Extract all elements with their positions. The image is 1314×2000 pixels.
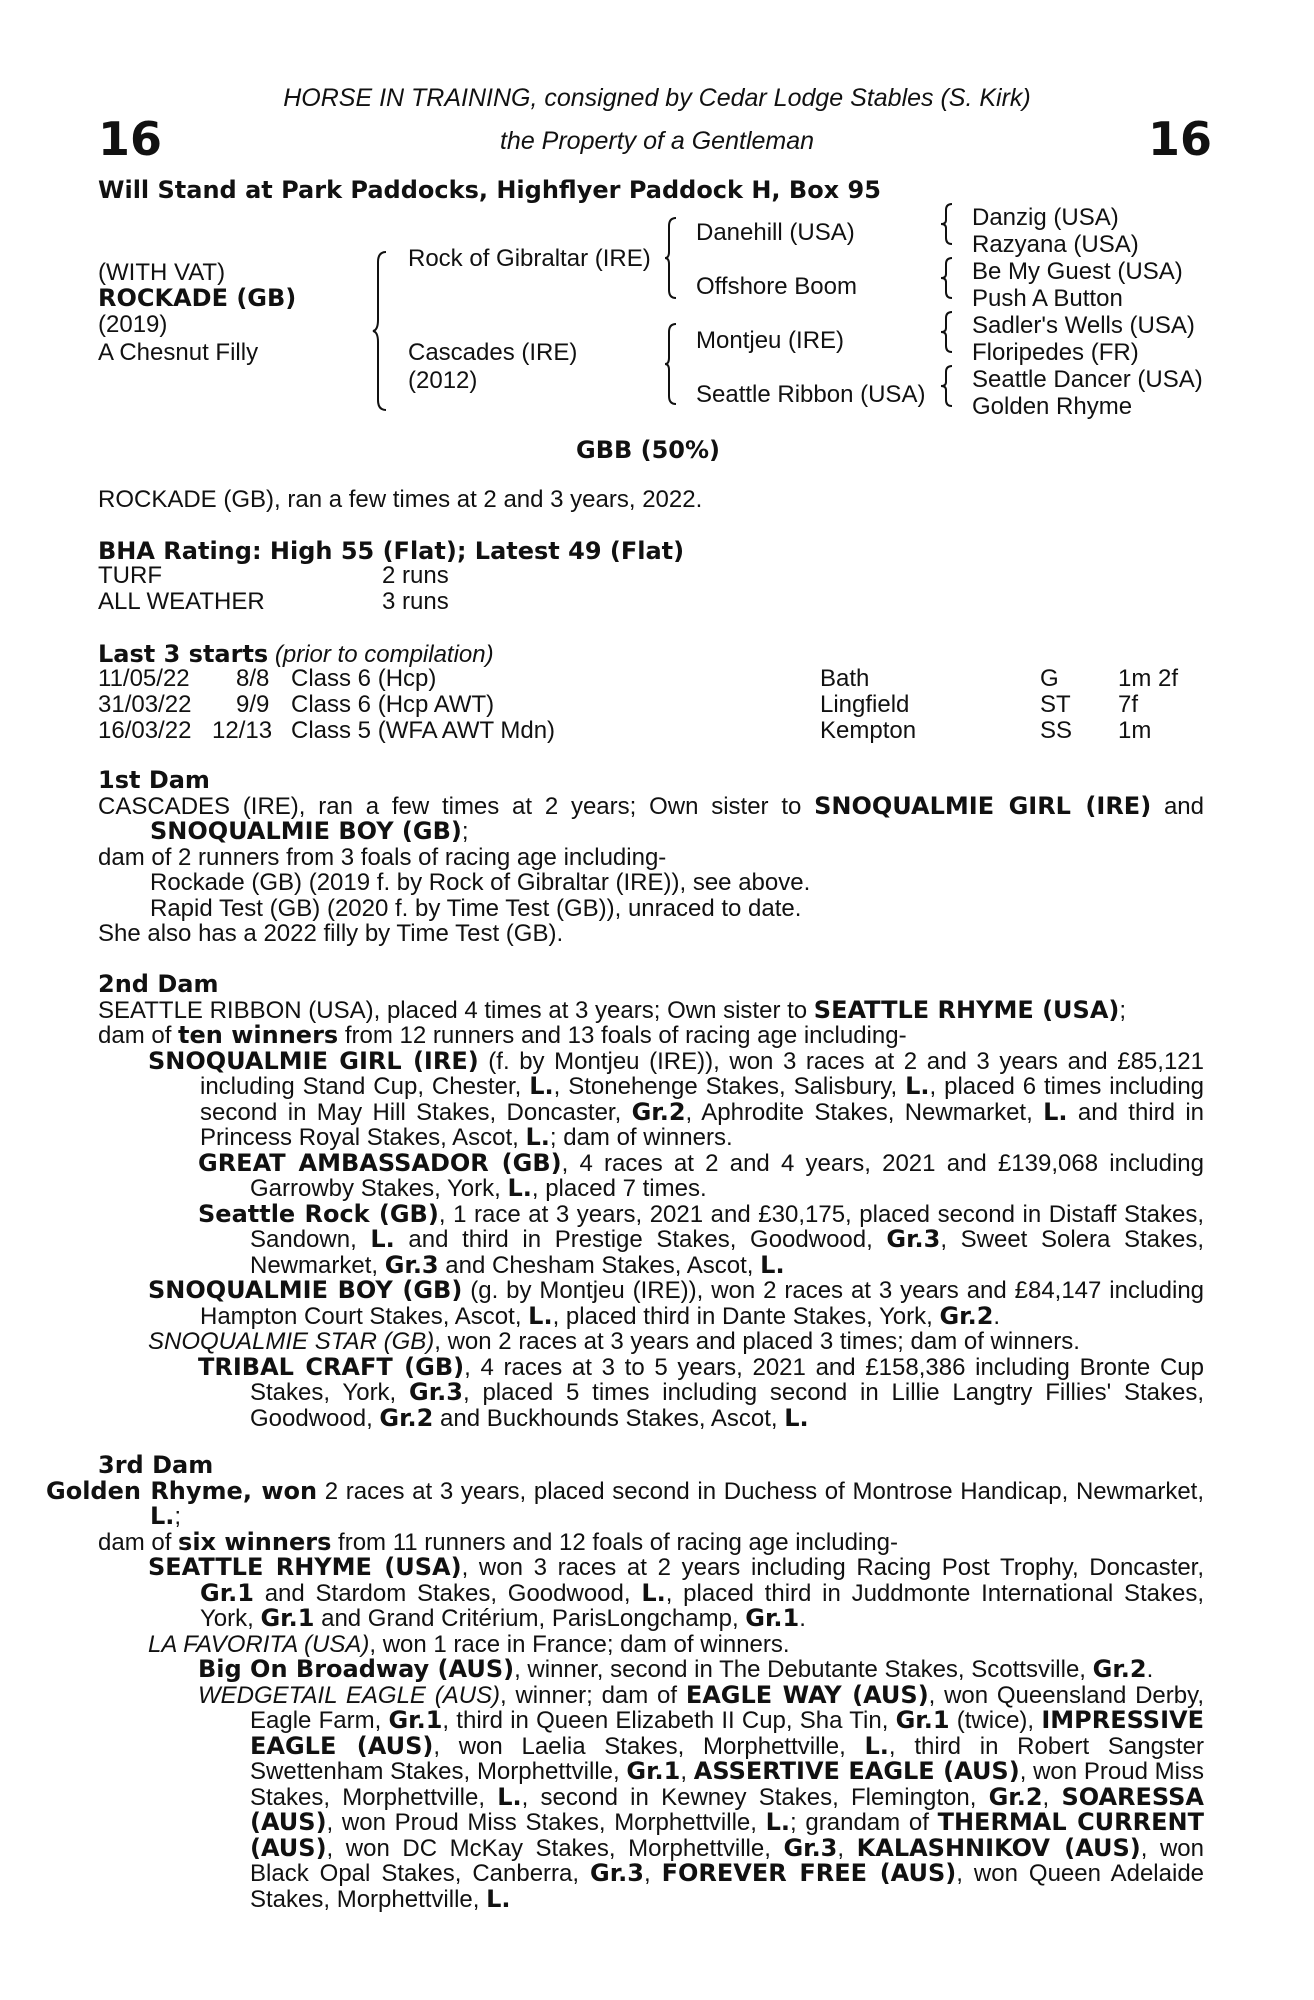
pedigree-dds: Seattle Dancer (USA) [972,366,1203,393]
text: , placed 6 times including second in May Hill Stakes, Doncaster, [200,1073,1205,1126]
grade-label: Gr.1 [388,1706,443,1734]
text: , winner, second in The Debutante Stakes, Scottsville, [514,1656,1093,1683]
grade-label: L. [528,1301,553,1330]
text: . [799,1605,806,1632]
horse-name-bold: SEATTLE RHYME (USA) [813,995,1120,1024]
sire-sire: Danehill (USA) [696,219,855,246]
start-race: Class 6 (Hcp) [291,665,437,692]
start-going: G [1040,665,1059,692]
horse-name-bold: KALASHNIKOV (AUS) [856,1833,1141,1862]
sire-dam: Offshore Boom [696,273,857,300]
grade-label: Gr.3 [409,1378,463,1406]
bha-rating: BHA Rating: High 55 (Flat); Latest 49 (Flat) [98,537,685,565]
text: (twice), [949,1707,1042,1734]
text-bold: , won [242,1476,318,1505]
text: , won Laelia Stakes, Morphettville, [433,1732,865,1760]
text: , won Proud Miss Stakes, Morphettville, [250,1758,1204,1811]
sire: Rock of Gibraltar (IRE) [408,245,651,272]
lot-number-right: 16 [1148,112,1213,166]
text: , Aphrodite Stakes, Newmarket, [685,1098,1044,1126]
rating-surface-turf: TURF [98,562,162,589]
text: CASCADES (IRE), ran a few times at 2 years; Own sister to [98,792,815,820]
dam-dam: Seattle Ribbon (USA) [696,381,926,408]
text: , won Proud Miss Stakes, Morphettville, [326,1809,766,1836]
text: , won Black Opal Stakes, Canberra, [250,1834,1205,1887]
grade-label: Gr.3 [783,1833,838,1862]
horse-name-bold: GREAT AMBASSADOR (GB) [198,1148,562,1177]
horse-name-bold: THERMAL CURRENT (AUS) [250,1808,1204,1862]
text: and Stardom Stakes, Goodwood, [253,1579,642,1607]
text: , 4 races at 2 and 4 years, 2021 and £139,068 including Garrowby Stakes, York, [250,1149,1204,1202]
horse-name-bold: SNOQUALMIE BOY (GB) [148,1276,463,1304]
text: , placed third in Dante Stakes, York, [552,1302,940,1330]
horse-name-bold: SOARESSA (AUS) [250,1782,1204,1836]
horse-name-italic: SNOQUALMIE STAR (GB) [148,1328,435,1355]
start-distance: 7f [1118,691,1139,718]
text: from 11 runners and 12 foals of racing age including- [331,1528,898,1556]
text: , [680,1758,694,1785]
text: 2 races at 3 years, placed second in Duchess of Montrose Handicap, Newmarket, [317,1477,1205,1505]
dam-year: (2012) [408,367,478,394]
grade-label: L. [905,1072,930,1100]
pedigree-bracket-sire [664,216,678,300]
rating-surface-aw: ALL WEATHER [98,588,265,615]
last-starts-title: Last 3 starts [98,640,269,668]
produce-entry [98,1352,1205,1432]
horse-name: ROCKADE (GB) [98,284,297,312]
text: , Sweet Solera Stakes, Newmarket, [250,1226,1204,1279]
text: . [993,1302,1001,1330]
grade-label: L. [864,1731,889,1760]
text: ; grandam of [790,1809,938,1836]
text: , 1 race at 3 years, 2021 and £30,175, placed second in Distaff Stakes, Sandown, [250,1200,1204,1253]
grade-label: L. [507,1174,532,1202]
grade-label: Gr.1 [626,1757,681,1785]
start-position: 12/13 [212,717,273,744]
start-distance: 1m [1118,717,1152,744]
text: , placed 7 times. [531,1175,707,1202]
horse-name-bold: SNOQUALMIE GIRL (IRE) [814,791,1152,820]
grade-label: Gr.1 [895,1706,950,1734]
text: , second in Kewney Stakes, Flemington, [521,1783,989,1811]
vat-note: (WITH VAT) [98,259,226,286]
first-dam-section [98,768,1204,947]
produce-entry [98,1632,1204,1658]
text: and Chesham Stakes, Ascot, [438,1251,761,1279]
second-dam-heading: 2nd Dam [98,970,219,998]
horse-name-bold: ASSERTIVE EAGLE (AUS) [693,1757,1020,1785]
first-dam-produce-intro: dam of 2 runners from 3 foals of racing age including- [98,843,667,871]
horse-name-bold: Big On Broadway (AUS) [198,1655,515,1683]
produce-entry [98,1657,1204,1683]
text: , won 3 races at 2 years including Racing Post Trophy, Doncaster, [461,1554,1205,1581]
text: , won Queen Adelaide Stakes, Morphettville, [250,1860,1205,1913]
pedigree-bracket-dd [940,364,954,408]
rating-runs-turf: 2 runs [382,562,449,589]
start-going: ST [1040,691,1071,718]
third-dam-heading: 3rd Dam [98,1451,214,1479]
text: , won Queensland Derby, Eagle Farm, [250,1681,1204,1734]
pedigree-dsd: Floripedes (FR) [972,339,1139,366]
pedigree-ssd: Razyana (USA) [972,231,1139,258]
text: , Stonehenge Stakes, Salisbury, [553,1073,906,1100]
text: ; [174,1503,182,1530]
grade-label: L. [497,1782,522,1811]
second-dam-produce-intro [98,1023,1204,1049]
horse-name-bold: TRIBAL CRAFT (GB) [198,1352,465,1381]
grade-label: Gr.2 [988,1782,1043,1811]
grade-label: Gr.1 [745,1604,800,1632]
third-dam-section [46,1451,1205,1913]
grade-label: Gr.2 [631,1097,686,1126]
text: and third in Prestige Stakes, Goodwood, [394,1226,887,1253]
race-summary: ROCKADE (GB), ran a few times at 2 and 3 years, 2022. [98,486,703,513]
pedigree-dss: Sadler's Wells (USA) [972,312,1195,339]
start-date: 11/05/22 [98,665,190,692]
consignor-line: HORSE IN TRAINING, consigned by Cedar Lodge Stables (S. Kirk) [283,84,1031,112]
horse-name-bold: SEATTLE RHYME (USA) [148,1553,462,1581]
horse-description: A Chesnut Filly [98,339,259,366]
grade-label: Gr.1 [260,1604,315,1632]
start-position: 9/9 [236,691,270,718]
text: dam of [98,1528,179,1556]
last-starts-note: (prior to compilation) [274,641,494,668]
pedigree-bracket-dam [664,322,678,406]
text: . [1146,1656,1154,1683]
start-position: 8/8 [236,665,270,692]
grade-label: L. [486,1884,511,1913]
dam-sire: Montjeu (IRE) [696,327,845,354]
text: , [1042,1783,1062,1811]
text: , placed third in Juddmonte International Stakes, York, [200,1579,1204,1632]
rating-runs-aw: 3 runs [382,588,449,615]
property-line: the Property of a Gentleman [499,127,815,155]
text: , [837,1834,857,1862]
produce-entry [98,1278,1204,1329]
text: , won 2 races at 3 years and placed 3 times; dam of winners. [434,1328,1080,1355]
stand-location: Will Stand at Park Paddocks, Highflyer Paddock H, Box 95 [98,176,881,204]
horse-name-italic: WEDGETAIL EAGLE (AUS) [198,1681,501,1709]
third-dam-text [46,1476,1205,1530]
produce-entry [98,1148,1204,1202]
pedigree-bracket-ds [940,310,954,354]
text: , [643,1860,662,1887]
start-race: Class 6 (Hcp AWT) [291,691,495,718]
text: SEATTLE RIBBON (USA), placed 4 times at 3 years; Own sister to [98,996,814,1024]
pedigree-sdd: Push A Button [972,285,1123,312]
horse-name-bold: SNOQUALMIE GIRL (IRE) [148,1046,479,1075]
text: ; [461,818,469,845]
first-dam-text [98,791,1205,845]
text: ; dam of winners. [549,1124,733,1151]
grade-label: Gr.2 [939,1301,994,1330]
second-dam-text [98,995,1204,1024]
pedigree-ddd: Golden Rhyme [972,393,1133,420]
text: , won 1 race in France; dam of winners. [369,1630,790,1658]
text: and [1151,792,1205,820]
text: , third in Robert Sangster Swettenham Stakes, Morphettville, [250,1732,1204,1785]
text: , placed 5 times including second in Lillie Langtry Fillies' Stakes, Goodwood, [250,1379,1204,1432]
lot-number-left: 16 [98,112,163,166]
start-date: 16/03/22 [98,717,192,744]
dam: Cascades (IRE) [408,339,578,366]
first-dam-heading: 1st Dam [98,766,210,794]
gbb-percentage: GBB (50%) [576,436,721,464]
winners-count: six winners [178,1527,332,1556]
text: ; [1119,996,1127,1024]
grade-label: Gr.3 [384,1250,439,1279]
horse-name-bold: EAGLE WAY (AUS) [685,1680,929,1709]
horse-year: (2019) [98,311,168,338]
grade-label: Gr.3 [590,1859,644,1887]
text: , winner; dam of [500,1681,686,1709]
start-course: Lingfield [820,691,910,718]
grade-label: Gr.2 [379,1403,434,1432]
horse-name-bold: FOREVER FREE (AUS) [661,1859,957,1887]
produce-entry [98,1680,1205,1913]
start-course: Bath [820,665,870,692]
grade-label: L. [641,1578,666,1607]
horse-name-bold: IMPRESSIVE EAGLE (AUS) [250,1706,1204,1760]
horse-name-bold: Golden Rhyme [46,1476,243,1505]
text: and Buckhounds Stakes, Ascot, [433,1404,785,1432]
start-race: Class 5 (WFA AWT Mdn) [291,717,556,744]
winners-count: ten winners [178,1021,339,1049]
grade-label: L. [150,1502,175,1530]
pedigree-bracket-sd [940,256,954,300]
text: from 12 runners and 13 foals of racing age including- [338,1022,907,1049]
grade-label: Gr.1 [200,1578,254,1607]
grade-label: L. [370,1225,395,1253]
text: , won DC McKay Stakes, Morphettville, [326,1834,784,1862]
horse-name-bold: Seattle Rock (GB) [198,1199,439,1228]
start-distance: 1m 2f [1118,665,1179,692]
grade-label: L. [525,1123,550,1151]
grade-label: L. [760,1250,785,1279]
produce-rockade: Rockade (GB) (2019 f. by Rock of Gibraltar (IRE)), see above. [150,869,811,896]
produce-rapid-test: Rapid Test (GB) (2020 f. by Time Test (GB)), unraced to date. [150,894,802,922]
grade-label: L. [1043,1097,1068,1126]
pedigree-bracket-ss [940,202,954,246]
grade-label: Gr.3 [886,1225,941,1253]
start-course: Kempton [820,717,917,744]
text: , 4 races at 3 to 5 years, 2021 and £158,386 including Bronte Cup Stakes, York, [250,1353,1205,1406]
horse-name-bold: SNOQUALMIE BOY (GB) [150,817,462,845]
start-going: SS [1040,717,1073,744]
text: and third in Princess Royal Stakes, Ascot, [200,1098,1204,1151]
produce-entry [98,1329,1204,1355]
third-dam-produce-intro [98,1527,1204,1556]
first-dam-note: She also has a 2022 filly by Time Test (GB). [98,920,564,947]
text: dam of [98,1022,179,1049]
horse-name-italic: LA FAVORITA (USA) [148,1630,370,1658]
second-dam-section [98,972,1204,1431]
produce-entry [98,1555,1204,1632]
pedigree-sds: Be My Guest (USA) [972,258,1183,285]
produce-entry [98,1046,1205,1151]
grade-label: Gr.2 [1092,1655,1147,1683]
pedigree-sss: Danzig (USA) [972,204,1119,231]
grade-label: L. [529,1072,554,1100]
text: (g. by Montjeu (IRE)), won 2 races at 3 years and £84,147 including Hampton Court Stakes, Ascot, [200,1277,1205,1330]
start-date: 31/03/22 [98,691,192,718]
pedigree-bracket-main [372,250,392,412]
grade-label: L. [765,1808,791,1836]
grade-label: L. [784,1403,809,1432]
text: , third in Queen Elizabeth II Cup, Sha Tin, [442,1707,896,1734]
text: (f. by Montjeu (IRE)), won 3 races at 2 and 3 years and £85,121 including Stand Cup, Chester, [200,1047,1204,1100]
produce-entry [98,1199,1204,1279]
text: and Grand Critérium, ParisLongchamp, [314,1605,746,1632]
